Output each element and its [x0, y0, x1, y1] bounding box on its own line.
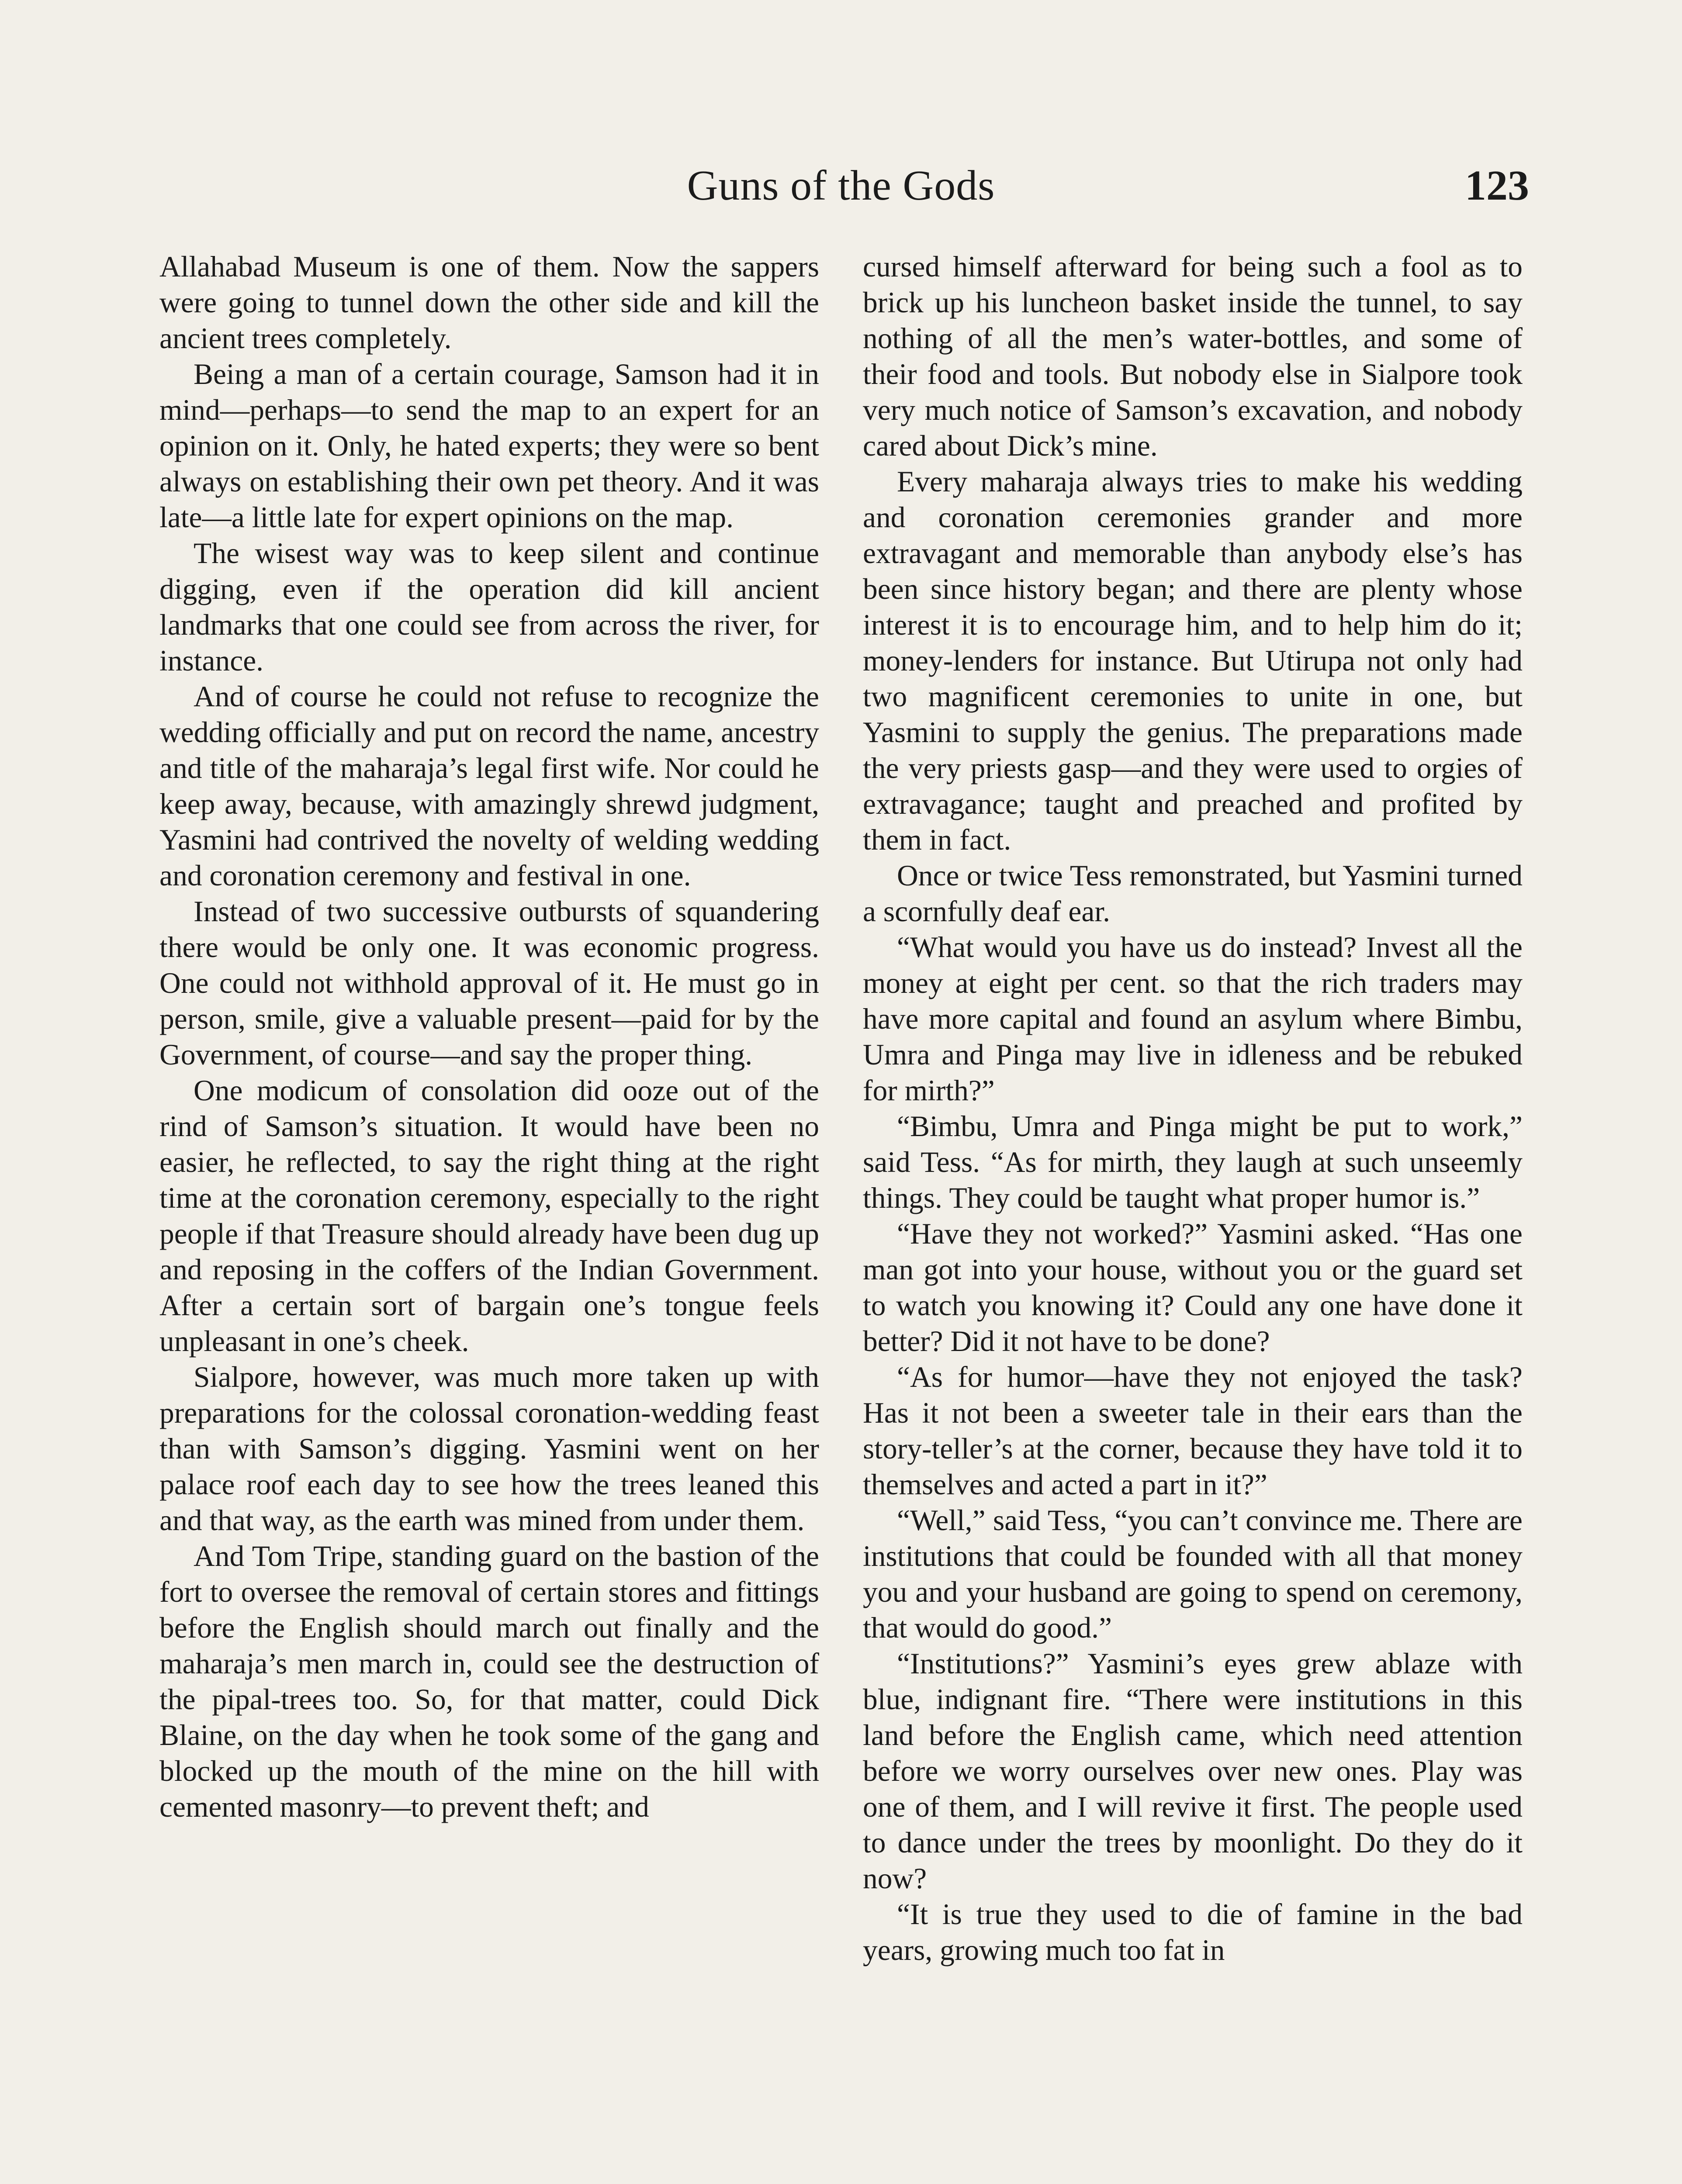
- page-number: 123: [1465, 162, 1529, 209]
- running-title: Guns of the Gods: [687, 162, 995, 209]
- paragraph: And of course he could not refuse to recognize the wedding officially and put on record the name, ancestry and title of the maharaja’s legal first wife. Nor could he keep away, because, with amazingly shrewd judgment, Yasmini had contrived the novelty of welding wedding and coronation ceremony and festival in one.: [159, 680, 819, 892]
- paragraph: Every maharaja always tries to make his wedding and coronation ceremonies grander and more extravagant and memorable than anybody else’s has been since history began; and there are plenty whose interest it is to encourage him, and to help him do it; money-lenders for instance. But Utirupa not only had two magnificent ceremonies to unite in one, but Yasmini to supply the genius. The preparations made the very priests gasp—and they were used to orgies of extravagance; taught and preached and profited by them in fact.: [863, 465, 1523, 856]
- paragraph: cursed himself afterward for being such a fool as to brick up his luncheon basket inside the tunnel, to say nothing of all the men’s water-bottles, and some of their food and tools. But nobody else in Sialpore took very much notice of Samson’s excavation, and nobody cared about Dick’s mine.: [863, 250, 1523, 462]
- paragraph: The wisest way was to keep silent and continue digging, even if the operation did kill ancient landmarks that one could see from across the river, for instance.: [159, 537, 819, 677]
- paragraph: Sialpore, however, was much more taken up with preparations for the colossal coronation-wedding feast than with Samson’s digging. Yasmini went on her palace roof each day to see how the trees leaned this and that way, as the earth was mined from under them.: [159, 1361, 819, 1537]
- paragraph: “Well,” said Tess, “you can’t convince me. There are institutions that could be founded with all that money you and your husband are going to spend on ceremony, that would do good.”: [863, 1504, 1523, 1644]
- paragraph: “What would you have us do instead? Invest all the money at eight per cent. so that the rich traders may have more capital and found an asylum where Bimbu, Umra and Pinga may live in idleness and be rebuked for mirth?”: [863, 931, 1523, 1107]
- paragraph: “Have they not worked?” Yasmini asked. “Has one man got into your house, without you or the guard set to watch you knowing it? Could any one have done it better? Did it not have to be done?: [863, 1217, 1523, 1358]
- paragraph: “It is true they used to die of famine in the bad years, growing much too fat in: [863, 1898, 1523, 1966]
- right-column: [863, 249, 1523, 2184]
- paragraph: Being a man of a certain courage, Samson had it in mind—perhaps—to send the map to an expert for an opinion on it. Only, he hated experts; they were so bent always on establishing their own pet theory. And it was late—a little late for expert opinions on the map.: [159, 358, 819, 534]
- text-columns: [159, 249, 1523, 2184]
- paragraph: “As for humor—have they not enjoyed the task? Has it not been a sweeter tale in their ears than the story-teller’s at the corner, because they have told it to themselves and acted a part in it?”: [863, 1361, 1523, 1501]
- left-column: [159, 249, 819, 2184]
- paragraph: Once or twice Tess remonstrated, but Yasmini turned a scornfully deaf ear.: [863, 859, 1523, 928]
- paragraph: “Bimbu, Umra and Pinga might be put to work,” said Tess. “As for mirth, they laugh at such unseemly things. They could be taught what proper humor is.”: [863, 1110, 1523, 1214]
- paragraph: And Tom Tripe, standing guard on the bastion of the fort to oversee the removal of certain stores and fittings before the English should march out finally and the maharaja’s men march in, could see the destruction of the pipal-trees too. So, for that matter, could Dick Blaine, on the day when he took some of the gang and blocked up the mouth of the mine on the hill with cemented masonry—to prevent theft; and: [159, 1540, 819, 1823]
- page-header: [157, 157, 1529, 214]
- paragraph: One modicum of consolation did ooze out of the rind of Samson’s situation. It would have been no easier, he reflected, to say the right thing at the right time at the coronation ceremony, especially to the right people if that Treasure should already have been dug up and reposing in the coffers of the Indian Government. After a certain sort of bargain one’s tongue feels unpleasant in one’s cheek.: [159, 1074, 819, 1358]
- paragraph: Allahabad Museum is one of them. Now the sappers were going to tunnel down the other side and kill the ancient trees completely.: [159, 250, 819, 355]
- paragraph: Instead of two successive outbursts of squandering there would be only one. It was economic progress. One could not withhold approval of it. He must go in person, smile, give a valuable present—paid for by the Government, of course—and say the proper thing.: [159, 895, 819, 1071]
- paragraph: “Institutions?” Yasmini’s eyes grew ablaze with blue, indignant fire. “There were institutions in this land before the English came, which need attention before we worry ourselves over new ones. Play was one of them, and I will revive it first. The people used to dance under the trees by moonlight. Do they do it now?: [863, 1647, 1523, 1895]
